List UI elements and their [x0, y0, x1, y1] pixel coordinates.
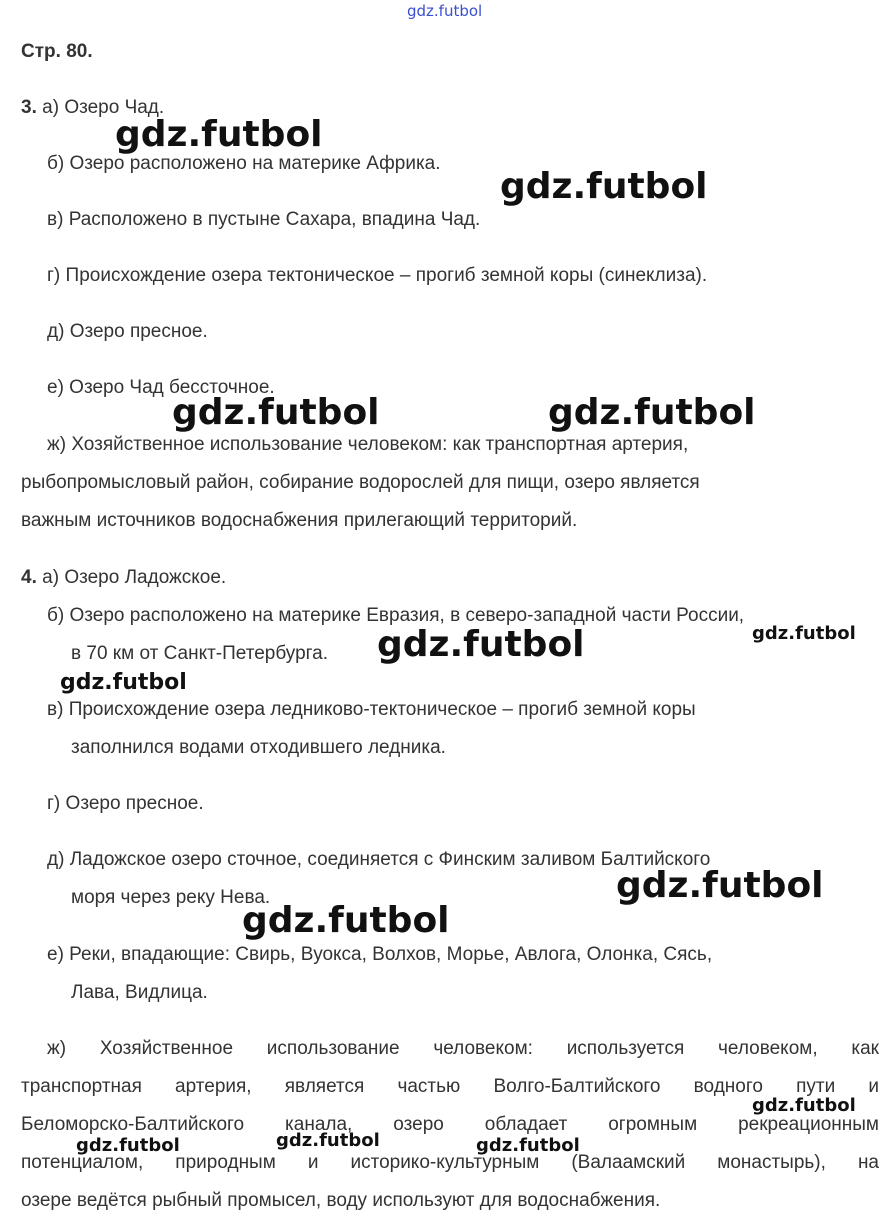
task3-number: 3. [21, 97, 37, 118]
task4-item-zh-line1: ж) Хозяйственное использование человеком: используется человеком, как [47, 1038, 879, 1059]
watermark: gdz.futbol [276, 1130, 380, 1151]
task4-item-d-line1: д) Ладожское озеро сточное, соединяется с Финским заливом Балтийского [47, 849, 711, 870]
task3-item-g: г) Происхождение озера тектоническое – прогиб земной коры (синеклиза). [47, 265, 708, 286]
watermark: gdz.futbol [115, 114, 323, 155]
watermark: gdz.futbol [476, 1135, 580, 1156]
watermark: gdz.futbol [752, 1095, 856, 1116]
watermark: gdz.futbol [76, 1135, 180, 1156]
watermark: gdz.futbol [752, 623, 856, 644]
watermark: gdz.futbol [616, 865, 824, 906]
task4-item-zh-line4: потенциалом, природным и историко-культурным (Валаамский монастырь), на [21, 1152, 879, 1173]
task3-a-text: а) Озеро Чад. [42, 97, 165, 118]
task4-item-b-line1: б) Озеро расположено на материке Евразия, в северо-западной части России, [47, 605, 745, 626]
watermark: gdz.futbol [242, 900, 450, 941]
task4-item-e-line2: Лава, Видлица. [71, 982, 208, 1003]
page-title: Стр. 80. [21, 41, 93, 62]
task4-item-d-line2: моря через реку Нева. [71, 887, 271, 908]
watermark: gdz.futbol [548, 392, 756, 433]
task4-item-zh-line5: озере ведётся рыбный промысел, воду используют для водоснабжения. [21, 1190, 661, 1211]
task4-item-a [21, 566, 226, 590]
task4-item-v-line2: заполнился водами отходившего ледника. [71, 737, 446, 758]
task4-item-g: г) Озеро пресное. [47, 793, 204, 814]
task4-item-zh-line2: транспортная артерия, является частью Волго-Балтийского водного пути и [21, 1076, 879, 1097]
task3-item-b: б) Озеро расположено на материке Африка. [47, 153, 441, 174]
task4-number: 4. [21, 567, 37, 588]
watermark: gdz.futbol [172, 392, 380, 433]
task4-item-v-line1: в) Происхождение озера ледниково-тектоническое – прогиб земной коры [47, 699, 696, 720]
task4-item-e-line1: е) Реки, впадающие: Свирь, Вуокса, Волхов, Морье, Авлога, Олонка, Сясь, [47, 944, 713, 965]
task3-item-zh-line2: рыбопромысловый район, собирание водорослей для пищи, озеро является [21, 472, 700, 493]
task3-item-d: д) Озеро пресное. [47, 321, 208, 342]
task4-item-zh-line3: Беломорско-Балтийского канала, озеро обладает огромным рекреационным [21, 1114, 879, 1135]
watermark: gdz.futbol [500, 166, 708, 207]
watermark: gdz.futbol [60, 670, 187, 695]
task4-item-b-line2: в 70 км от Санкт-Петербурга. [71, 643, 329, 664]
task3-item-e: е) Озеро Чад бессточное. [47, 377, 275, 398]
task3-item-zh-line3: важным источников водоснабжения прилегающий территорий. [21, 510, 578, 531]
task3-item-zh-line1: ж) Хозяйственное использование человеком: как транспортная артерия, [47, 434, 689, 455]
site-header-link[interactable]: gdz.futbol [407, 2, 483, 20]
task4-a-text: а) Озеро Ладожское. [42, 567, 227, 588]
watermark: gdz.futbol [377, 624, 585, 665]
task3-item-v: в) Расположено в пустыне Сахара, впадина Чад. [47, 209, 481, 230]
